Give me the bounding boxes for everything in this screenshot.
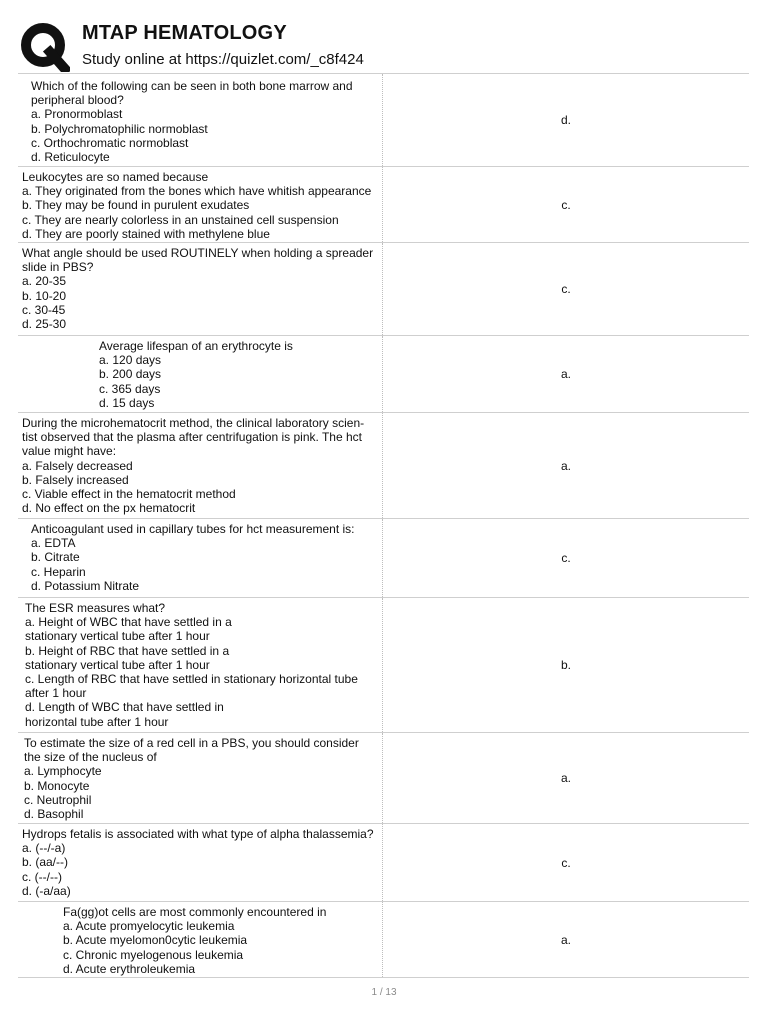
page-header xyxy=(20,18,750,70)
page-number: 1 / 13 xyxy=(371,987,397,998)
card-question: Fa(gg)ot cells are most commonly encountered in a. Acute promyelocytic leukemia b. Acute myelomon0cytic leukemia c. Chronic myelogenous leukemia d. Acute erythroleukemia xyxy=(18,902,383,977)
card-answer: a. xyxy=(560,458,571,473)
page-title: MTAP HEMATOLOGY xyxy=(82,22,287,44)
card-question: Which of the following can be seen in both bone marrow and peripheral blood? a. Pronormoblast b. Polychromatophilic normoblast c. Orthochromatic normoblast d. Reticulocyte xyxy=(18,74,383,166)
card-question: Average lifespan of an erythrocyte is a. 120 days b. 200 days c. 365 days d. 15 days xyxy=(18,336,383,412)
card-answer: c. xyxy=(561,282,571,296)
card-answer: a. xyxy=(560,771,571,785)
card-answer: c. xyxy=(561,855,571,870)
card-answer: c. xyxy=(561,197,571,212)
card-question: What angle should be used ROUTINELY when holding a spreader slide in PBS? a. 20-35 b. 10-20 c. 30-45 d. 25-30 xyxy=(18,243,383,335)
flashcard-table xyxy=(18,73,749,978)
card-answer: c. xyxy=(561,551,571,565)
card-answer: a. xyxy=(560,367,571,381)
page-subtitle: Study online at https://quizlet.com/_c8f424 xyxy=(82,51,364,68)
card-question: Leukocytes are so named because a. They originated from the bones which have whitish appearance b. They may be found in purulent exudates c. They are nearly colorless in an unstained cell suspension d. They are poorly stained with methylene blue xyxy=(18,167,383,242)
card-row xyxy=(18,73,749,166)
card-answer: a. xyxy=(560,932,571,947)
card-answer: d. xyxy=(560,113,571,127)
card-question: Hydrops fetalis is associated with what type of alpha thalassemia? a. (--/-a) b. (aa/--) c. (--/--) d. (-a/aa) xyxy=(18,824,383,901)
card-question: Anticoagulant used in capillary tubes for hct measurement is: a. EDTA b. Citrate c. Heparin d. Potassium Nitrate xyxy=(18,519,383,597)
card-question: To estimate the size of a red cell in a PBS, you should consider the size of the nucleus of a. Lymphocyte b. Monocyte c. Neutrophil d. Basophil xyxy=(18,733,383,823)
card-row xyxy=(18,597,749,732)
card-row xyxy=(18,518,749,597)
card-row xyxy=(18,412,749,518)
card-row xyxy=(18,335,749,412)
card-row xyxy=(18,166,749,242)
quizlet-logo-icon xyxy=(20,22,70,72)
card-question: The ESR measures what? a. Height of WBC that have settled in a stationary vertical tube after 1 hour b. Height of RBC that have settled in a stationary vertical tube after 1 hour c. Length of RBC that have settled in stationary horizontal tube after 1 hour d. Length of WBC that have settled in horizontal tube after 1 hour xyxy=(18,598,383,732)
card-row xyxy=(18,901,749,978)
card-row xyxy=(18,242,749,335)
card-row xyxy=(18,732,749,823)
card-row xyxy=(18,823,749,901)
card-question: During the microhematocrit method, the clinical laboratory scien- tist observed that the plasma after centrifugation is pink. The hct value might have: a. Falsely decreased b. Falsely increased c. Viable effect in the hematocrit method d. No effect on the px hematocrit xyxy=(18,413,383,518)
card-answer: b. xyxy=(560,658,571,672)
